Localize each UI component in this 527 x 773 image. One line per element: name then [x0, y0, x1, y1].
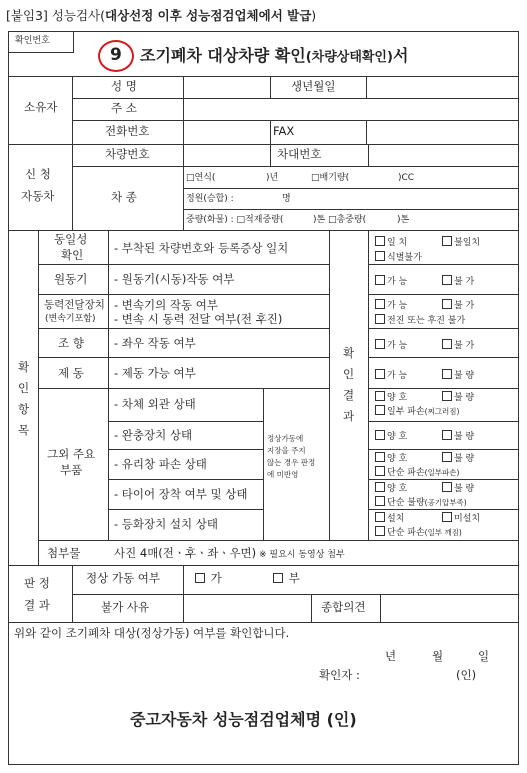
engine-desc: - 원동기(시동)작동 여부	[114, 272, 235, 286]
result-section-char: 확	[343, 346, 355, 360]
reason-label: 불가 사유	[101, 600, 150, 614]
inspection-section-char: 확	[18, 360, 30, 374]
confirmer-label: 확인자 :	[319, 668, 360, 682]
date-year: 년	[385, 649, 397, 663]
displacement-field: □배기량(	[311, 173, 350, 183]
birth-label: 생년월일	[291, 79, 336, 93]
grid-line	[270, 120, 271, 166]
body-opt-partial[interactable]: 일부 파손(찌그러짐)	[375, 405, 459, 417]
other-parts-label: 그외 주요	[47, 447, 96, 461]
tire-desc: - 타이어 장착 여부 및 상태	[114, 487, 248, 501]
confirm-no-label: 확인번호	[15, 36, 50, 46]
grid-line	[183, 76, 184, 230]
checkbox[interactable]	[375, 251, 385, 261]
attachment-label: 첨부물	[47, 546, 81, 560]
grid-line	[8, 76, 519, 77]
opinion-label: 종합의견	[321, 600, 366, 614]
steering-opt-possible[interactable]: 가 능	[375, 339, 407, 351]
grid-line	[329, 230, 330, 540]
steering-opt-impossible[interactable]: 불 가	[442, 339, 474, 351]
checkbox[interactable]	[442, 512, 452, 522]
glass-opt-bad[interactable]: 불 량	[442, 452, 474, 464]
result-section-char: 결	[343, 388, 355, 402]
grid-line	[368, 357, 519, 358]
checkbox[interactable]	[442, 299, 452, 309]
checkbox[interactable]	[375, 526, 385, 536]
grid-line	[72, 98, 519, 99]
weight-field: 중량(화물) : □적재중량(	[186, 215, 284, 225]
date-month: 월	[432, 649, 444, 663]
checkbox[interactable]	[375, 512, 385, 522]
grid-line	[108, 509, 263, 510]
grid-line	[38, 357, 329, 358]
operation-yes[interactable]: 가	[195, 573, 222, 585]
grid-line	[380, 594, 381, 622]
checkbox[interactable]	[273, 573, 283, 583]
grid-line	[108, 449, 263, 450]
grid-line	[108, 479, 263, 480]
address-label: 주 소	[111, 101, 137, 115]
grid-line	[368, 449, 519, 450]
checkbox[interactable]	[375, 299, 385, 309]
type-label: 차 종	[111, 190, 137, 204]
grid-line	[368, 388, 519, 389]
checkbox[interactable]	[375, 482, 385, 492]
grid-line	[368, 264, 519, 265]
transmission-desc-2: - 변속 시 동력 전달 여부(전 후진)	[114, 312, 283, 326]
checkbox[interactable]	[375, 236, 385, 246]
year-field: □연식(	[186, 173, 216, 183]
lights-opt-not-installed[interactable]: 미설치	[442, 512, 480, 524]
grid-line	[38, 264, 329, 265]
phone-label: 전화번호	[105, 124, 150, 138]
reg-no-label: 차량번호	[105, 147, 150, 161]
fax-label: FAX	[273, 124, 295, 138]
engine-opt-impossible[interactable]: 불 가	[442, 275, 474, 287]
identity-opt-match[interactable]: 일 치	[375, 236, 407, 248]
checkbox[interactable]	[375, 339, 385, 349]
identity-desc: - 부착된 차량번호와 등록증상 일치	[114, 241, 289, 255]
grid-line	[183, 565, 184, 622]
grid-line	[368, 479, 519, 480]
grid-line	[270, 76, 271, 98]
steering-label: 조 향	[58, 336, 84, 350]
grid-line	[311, 594, 312, 622]
glass-desc: - 유리창 파손 상태	[114, 457, 207, 471]
glass-opt-good[interactable]: 양 호	[375, 452, 407, 464]
confirmation-statement: 위와 같이 조기폐차 대상(정상가동) 여부를 확인합니다.	[14, 626, 290, 640]
checkbox[interactable]	[442, 275, 452, 285]
capacity-field: 정원(승합) :	[186, 194, 234, 204]
transmission-label: 동력전달장치	[44, 299, 105, 311]
checkbox[interactable]	[442, 482, 452, 492]
annex-header: [붙임3] 성능검사(대상선정 이후 성능점검업체에서 발급)	[6, 8, 317, 23]
identity-opt-mismatch[interactable]: 불일치	[442, 236, 480, 248]
grid-line	[72, 166, 519, 167]
checkbox[interactable]	[375, 391, 385, 401]
checkbox[interactable]	[442, 339, 452, 349]
suspension-opt-good[interactable]: 양 호	[375, 430, 407, 442]
transmission-desc-1: - 변속기의 작동 여부	[114, 298, 218, 312]
grid-line	[108, 421, 263, 422]
operation-no[interactable]: 부	[273, 573, 300, 585]
checkbox[interactable]	[375, 452, 385, 462]
body-exterior-desc: - 차체 외관 상태	[114, 397, 196, 411]
annex-label: [붙임3]	[6, 8, 48, 23]
inspection-section-char: 목	[18, 423, 30, 437]
checkbox[interactable]	[195, 573, 205, 583]
steering-desc: - 좌우 작동 여부	[114, 336, 196, 350]
checkbox[interactable]	[442, 236, 452, 246]
body-opt-good[interactable]: 양 호	[375, 391, 407, 403]
checkbox[interactable]	[375, 496, 385, 506]
grid-line	[108, 230, 109, 540]
grid-line	[368, 421, 519, 422]
suspension-opt-bad[interactable]: 불 량	[442, 430, 474, 442]
lights-desc: - 등화장치 설치 상태	[114, 517, 218, 531]
judgment-section-label-2: 결 과	[24, 598, 50, 612]
grid-line	[368, 230, 369, 540]
identity-opt-unidentifiable[interactable]: 식별불가	[375, 251, 422, 263]
grid-line	[368, 509, 519, 510]
checkbox[interactable]	[442, 369, 452, 379]
grid-line	[38, 388, 329, 389]
lights-opt-simple-damage[interactable]: 단순 파손(일부 깨짐)	[375, 526, 462, 538]
grid-line	[72, 565, 73, 622]
form-title: 조기폐차 대상차량 확인(차량상태확인)서	[140, 46, 409, 65]
lights-opt-installed[interactable]: 설치	[375, 512, 404, 524]
checkbox[interactable]	[375, 430, 385, 440]
checkbox[interactable]	[375, 405, 385, 415]
vehicle-section-label-1: 신 청	[25, 167, 51, 181]
tire-opt-bad[interactable]: 불 량	[442, 482, 474, 494]
checkbox[interactable]	[375, 314, 385, 324]
chassis-label: 차대번호	[277, 147, 322, 161]
other-parts-note: 정상가동에	[267, 434, 304, 443]
result-section-char: 인	[343, 367, 355, 381]
number-badge-text: 9	[110, 45, 122, 65]
grid-line	[72, 120, 519, 121]
checkbox[interactable]	[442, 452, 452, 462]
vehicle-section-label-2: 자동차	[21, 189, 55, 203]
inspection-section-char: 인	[18, 381, 30, 395]
braking-desc: - 제동 가능 여부	[114, 366, 196, 380]
checkbox[interactable]	[442, 430, 452, 440]
grid-line	[38, 540, 519, 541]
transmission-opt-possible[interactable]: 가 능	[375, 299, 407, 311]
grid-line	[38, 230, 39, 565]
result-section-char: 과	[343, 409, 355, 423]
confirmer-seal: (인)	[456, 668, 477, 682]
inspection-section-char: 항	[18, 402, 30, 416]
grid-line	[38, 328, 329, 329]
glass-opt-simple-damage[interactable]: 단순 파손(일부파손)	[375, 466, 459, 478]
tire-opt-simple-bad[interactable]: 단순 불량(공기압부족)	[375, 496, 467, 508]
identity-label: 동일성	[54, 232, 88, 246]
grid-line	[38, 294, 329, 295]
date-day: 일	[478, 649, 490, 663]
grid-line	[366, 120, 367, 144]
braking-opt-possible[interactable]: 가 능	[375, 369, 407, 381]
transmission-opt-direction[interactable]: 전진 또는 후진 불가	[375, 314, 465, 326]
owner-section-label: 소유자	[24, 100, 58, 114]
name-label: 성 명	[111, 79, 137, 93]
grid-line	[368, 144, 369, 166]
grid-line	[8, 230, 519, 231]
braking-opt-bad[interactable]: 불 량	[442, 369, 474, 381]
grid-line	[368, 294, 519, 295]
judgment-section-label-1: 판 정	[24, 576, 50, 590]
checkbox[interactable]	[375, 275, 385, 285]
grid-line	[72, 76, 73, 230]
grid-line	[8, 144, 519, 145]
engine-opt-possible[interactable]: 가 능	[375, 275, 407, 287]
grid-line	[183, 209, 519, 210]
tire-opt-good[interactable]: 양 호	[375, 482, 407, 494]
grid-line	[368, 328, 519, 329]
operation-label: 정상 가동 여부	[86, 571, 160, 585]
body-opt-bad[interactable]: 불 량	[442, 391, 474, 403]
attachment-text: 사진 4매(전ㆍ후ㆍ좌ㆍ우면) ※ 필요시 동영상 첨부	[114, 546, 345, 560]
checkbox[interactable]	[442, 391, 452, 401]
engine-label: 원동기	[54, 272, 88, 286]
suspension-desc: - 완충장치 상태	[114, 428, 193, 442]
grid-line	[8, 565, 519, 566]
grid-line	[263, 388, 264, 540]
braking-label: 제 동	[58, 366, 84, 380]
checkbox[interactable]	[375, 466, 385, 476]
grid-line	[366, 76, 367, 98]
grid-line	[72, 594, 519, 595]
checkbox[interactable]	[375, 369, 385, 379]
transmission-opt-impossible[interactable]: 불 가	[442, 299, 474, 311]
grid-line	[183, 188, 519, 189]
grid-line	[8, 622, 519, 623]
company-signature: 중고자동차 성능점검업체명 (인)	[130, 710, 357, 729]
